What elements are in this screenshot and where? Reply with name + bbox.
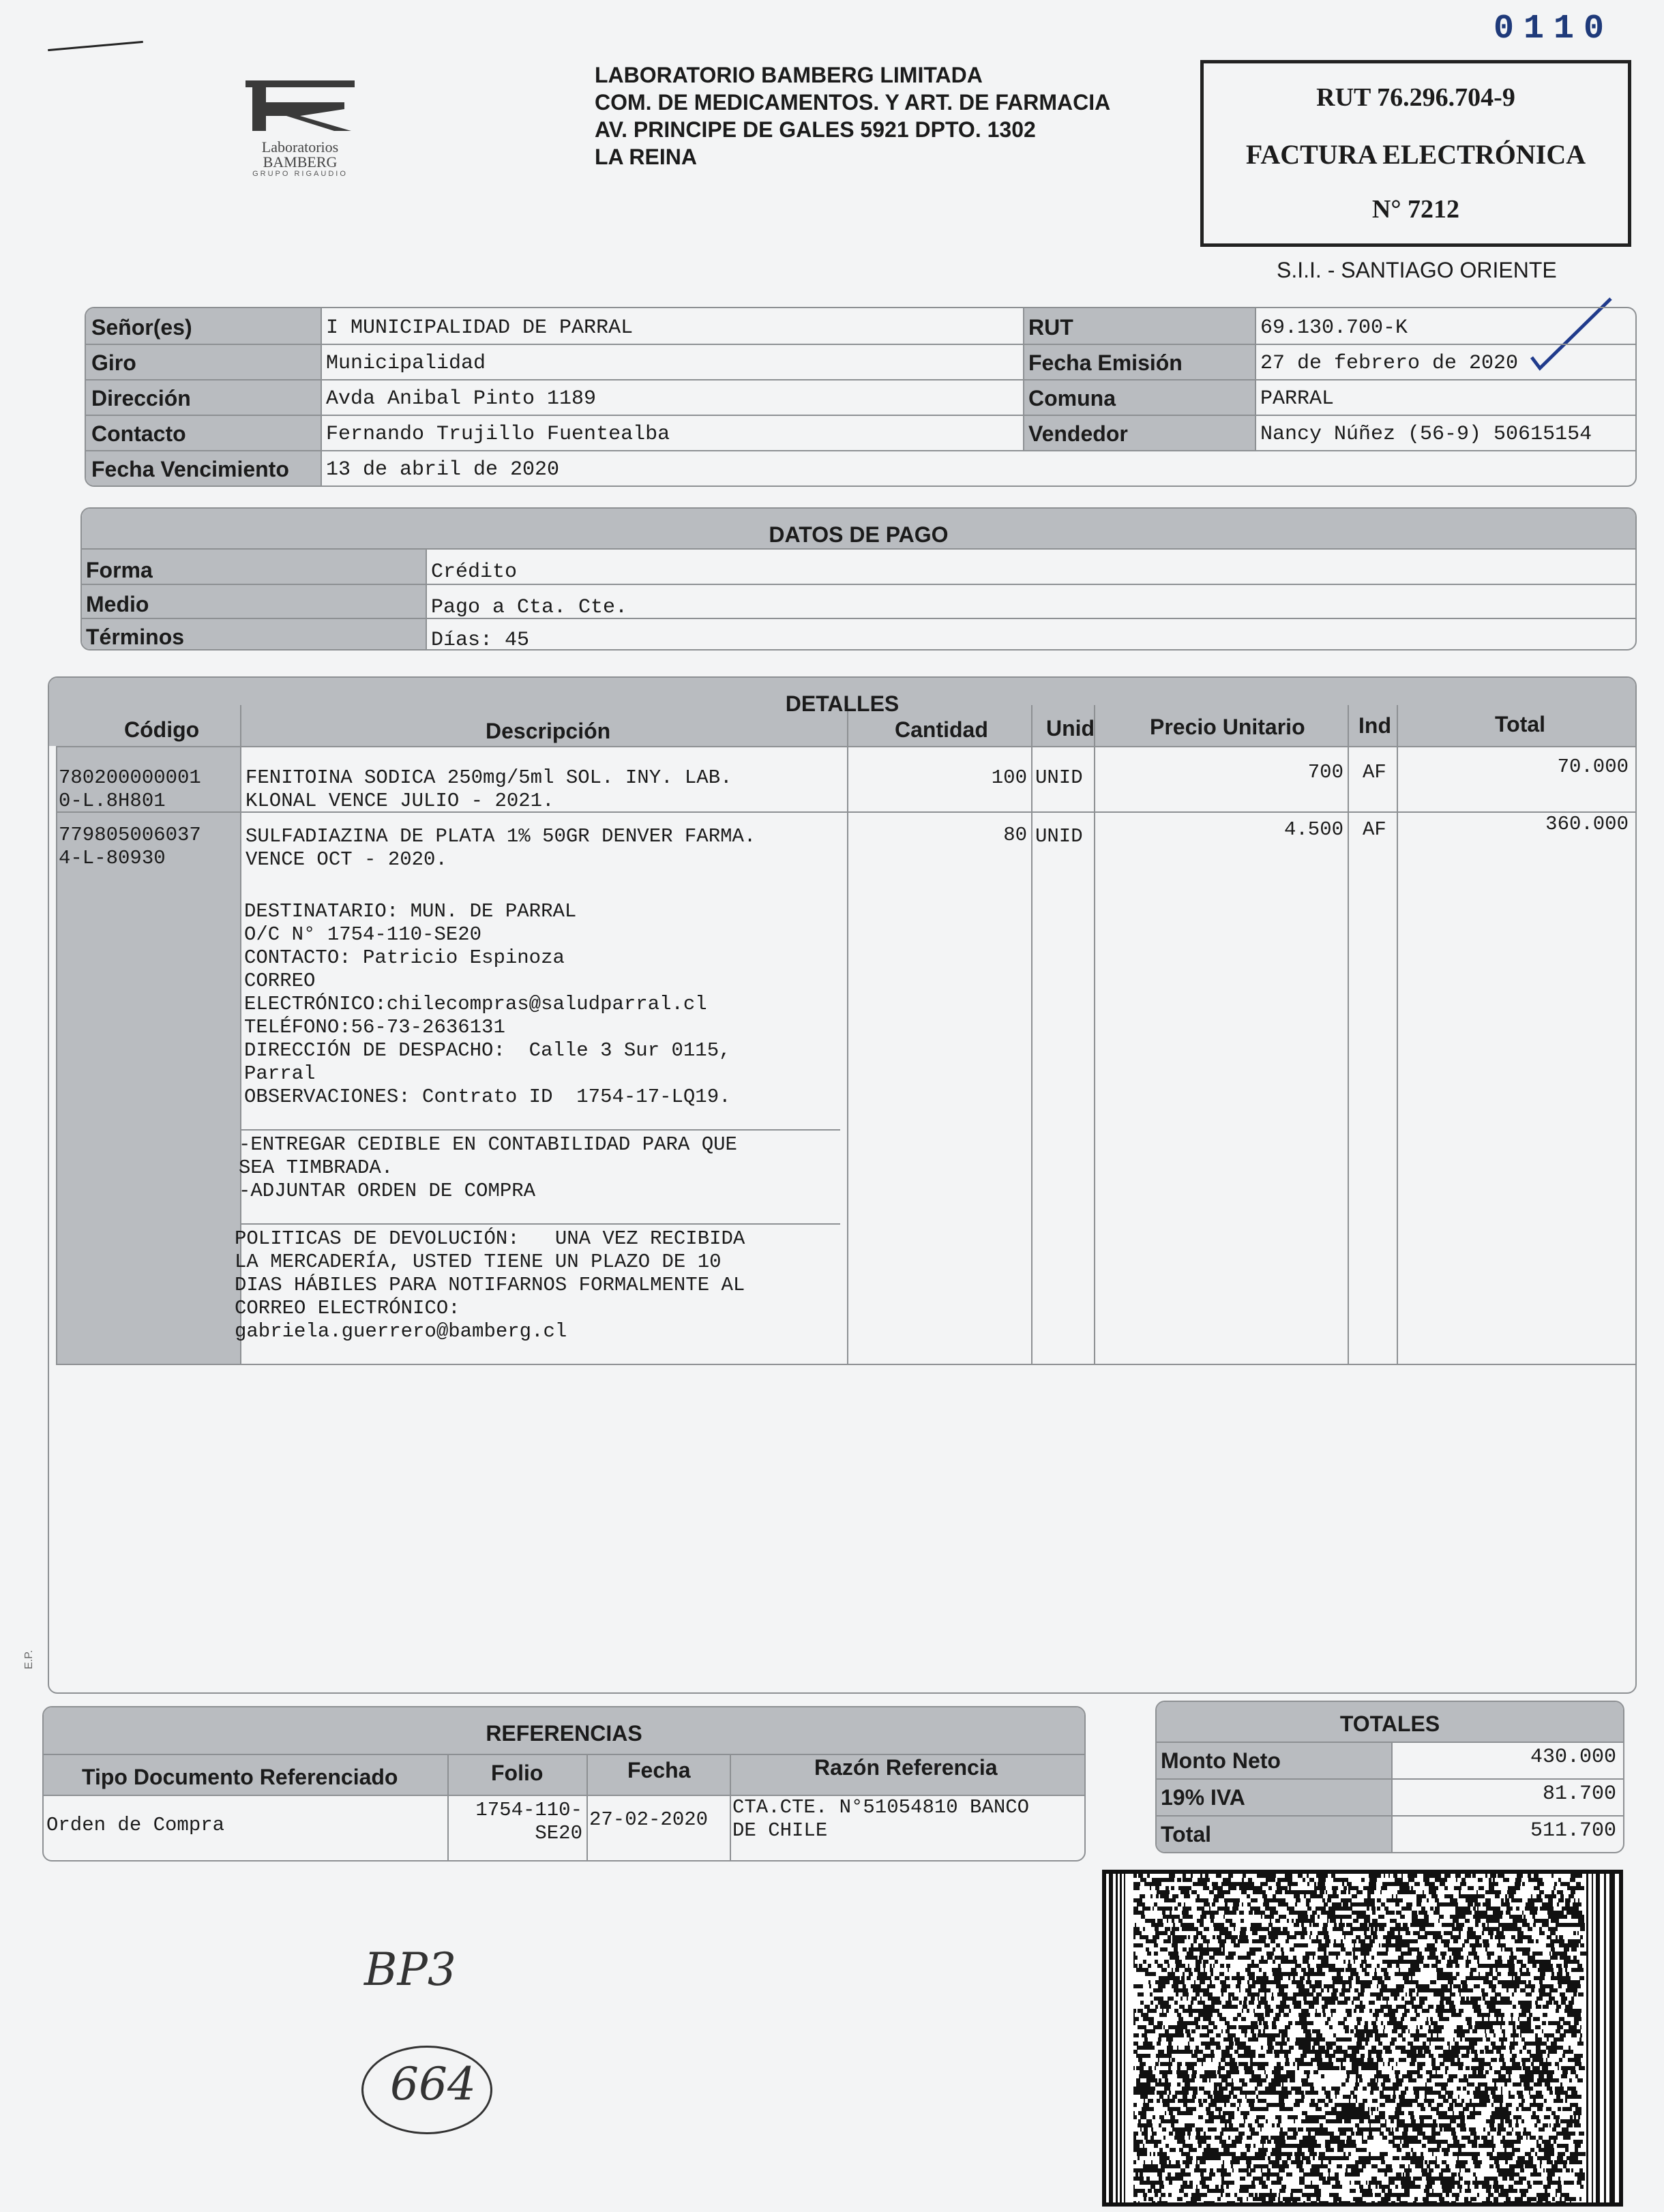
instructions-notes: -ENTREGAR CEDIBLE EN CONTABILIDAD PARA QUE SEA TIMBRADA. -ADJUNTAR ORDEN DE COMPRA: [239, 1133, 737, 1202]
delivery-notes: DESTINATARIO: MUN. DE PARRAL O/C N° 1754-110-SE20 CONTACTO: Patricio Espinoza CORREO ELECTRÓNICO:chilecompras@saludparral.cl TELÉFONO:56-73-2636131 DIRECCIÓN DE DESPACHO: Calle 3 Sur 0115, Parral OBSERVACIONES: Contrato ID 1754-17-LQ19.: [244, 900, 731, 1108]
invoice-box: [1200, 60, 1631, 247]
item2-codigo: 779805006037 4-L-80930: [59, 824, 201, 869]
direccion-value: Avda Anibal Pinto 1189: [326, 387, 597, 410]
item1-descripcion: FENITOINA SODICA 250mg/5ml SOL. INY. LAB. KLONAL VENCE JULIO - 2021.: [246, 766, 732, 812]
bamberg-logo-icon: [225, 75, 375, 136]
invoice-rut: RUT 76.296.704-9: [1316, 83, 1515, 112]
item1-codigo: 780200000001 0-L.8H801: [59, 766, 201, 812]
item1-unid: UNID: [1035, 766, 1083, 789]
header-precio: Precio Unitario: [1150, 715, 1305, 739]
ref-fecha: 27-02-2020: [589, 1808, 709, 1831]
references-section: [42, 1706, 1086, 1862]
rut-value: 69.130.700-K: [1260, 316, 1408, 340]
ref-header-fecha: Fecha: [627, 1758, 691, 1782]
iva-label: 19% IVA: [1161, 1785, 1245, 1810]
logo-subtext: GRUPO RIGAUDIO: [252, 170, 348, 178]
terminos-value: Días: 45: [431, 629, 530, 651]
iva-value: 81.700: [1542, 1782, 1616, 1806]
details-section: [48, 676, 1637, 1694]
item1-cantidad: 100: [991, 766, 1027, 789]
payment-section: [80, 507, 1637, 651]
rut-label: RUT: [1028, 315, 1073, 340]
ref-razon: CTA.CTE. N°51054810 BANCO DE CHILE: [732, 1796, 1030, 1842]
item2-descripcion: SULFADIAZINA DE PLATA 1% 50GR DENVER FARMA. VENCE OCT - 2020.: [246, 825, 756, 871]
details-title: DETALLES: [785, 691, 900, 716]
item2-unid: UNID: [1035, 825, 1083, 848]
company-name: LABORATORIO BAMBERG LIMITADA: [595, 63, 983, 87]
company-line2: AV. PRINCIPE DE GALES 5921 DPTO. 1302: [595, 117, 1036, 142]
medio-value: Pago a Cta. Cte.: [431, 596, 628, 619]
item2-total: 360.000: [1545, 813, 1629, 835]
vencimiento-value: 13 de abril de 2020: [326, 458, 560, 481]
item1-ind: AF: [1363, 761, 1386, 783]
references-title: REFERENCIAS: [486, 1721, 642, 1746]
side-mark: E.P.: [23, 1649, 35, 1669]
item1-total: 70.000: [1557, 756, 1629, 778]
comuna-value: PARRAL: [1260, 387, 1335, 410]
medio-label: Medio: [86, 592, 149, 616]
emision-label: Fecha Emisión: [1028, 350, 1183, 375]
totals-title: TOTALES: [1339, 1712, 1440, 1736]
header-unid: Unid: [1046, 716, 1095, 741]
sii-office: S.I.I. - SANTIAGO ORIENTE: [1277, 258, 1557, 282]
forma-value: Crédito: [431, 561, 518, 584]
payment-title: DATOS DE PAGO: [769, 522, 949, 547]
senores-label: Señor(es): [91, 315, 192, 340]
neto-label: Monto Neto: [1161, 1748, 1281, 1773]
corner-dash: [48, 41, 143, 51]
return-policy-notes: POLITICAS DE DEVOLUCIÓN: UNA VEZ RECIBIDA LA MERCADERÍA, USTED TIENE UN PLAZO DE 10 DIAS HÁBILES PARA NOTIFARNOS FORMALMENTE AL CORREO ELECTRÓNICO: gabriela.guerrero@bamberg.cl: [235, 1227, 745, 1343]
handwritten-note-bp3: BP3: [364, 1943, 456, 1996]
corner-number: 0110: [1494, 10, 1614, 48]
ref-tipo: Orden de Compra: [46, 1814, 225, 1836]
giro-label: Giro: [91, 350, 136, 375]
giro-value: Municipalidad: [326, 352, 486, 375]
direccion-label: Dirección: [91, 386, 191, 410]
company-logo: [225, 75, 375, 177]
neto-value: 430.000: [1530, 1746, 1616, 1769]
totals-section: [1155, 1701, 1624, 1853]
item2-cantidad: 80: [1003, 824, 1027, 846]
pdf417-barcode-icon: [1106, 1874, 1619, 2202]
total-label: Total: [1161, 1822, 1212, 1847]
company-line3: LA REINA: [595, 145, 697, 169]
header-ind: Ind: [1358, 713, 1391, 738]
vendedor-label: Vendedor: [1028, 421, 1128, 446]
header-cantidad: Cantidad: [895, 717, 988, 742]
client-section: [85, 307, 1637, 487]
item2-ind: AF: [1363, 818, 1386, 841]
item1-precio: 700: [1307, 761, 1343, 783]
ref-header-razon: Razón Referencia: [814, 1755, 998, 1780]
comuna-label: Comuna: [1028, 386, 1116, 410]
logo-text: Laboratorios BAMBERG: [261, 138, 339, 170]
header-total: Total: [1495, 712, 1546, 736]
timbre-barcode: [1102, 1870, 1623, 2207]
senores-value: I MUNICIPALIDAD DE PARRAL: [326, 316, 634, 340]
header-codigo: Código: [124, 717, 200, 742]
ref-header-tipo: Tipo Documento Referenciado: [82, 1765, 398, 1789]
total-value: 511.700: [1530, 1819, 1616, 1842]
ref-header-folio: Folio: [491, 1761, 544, 1785]
vendedor-value: Nancy Núñez (56-9) 50615154: [1260, 423, 1592, 446]
terminos-label: Términos: [86, 625, 185, 649]
ref-folio: 1754-110- SE20: [475, 1799, 582, 1844]
company-line1: COM. DE MEDICAMENTOS. Y ART. DE FARMACIA: [595, 90, 1111, 115]
contacto-value: Fernando Trujillo Fuentealba: [326, 423, 670, 446]
invoice-number: N° 7212: [1371, 195, 1460, 224]
vencimiento-label: Fecha Vencimiento: [91, 457, 289, 481]
forma-label: Forma: [86, 558, 153, 582]
header-descripcion: Descripción: [486, 719, 611, 743]
emision-value: 27 de febrero de 2020: [1260, 352, 1519, 375]
contacto-label: Contacto: [91, 421, 186, 446]
item2-precio: 4.500: [1283, 818, 1343, 841]
invoice-type: FACTURA ELECTRÓNICA: [1245, 139, 1586, 170]
handwritten-note-664: 664: [390, 2058, 476, 2110]
